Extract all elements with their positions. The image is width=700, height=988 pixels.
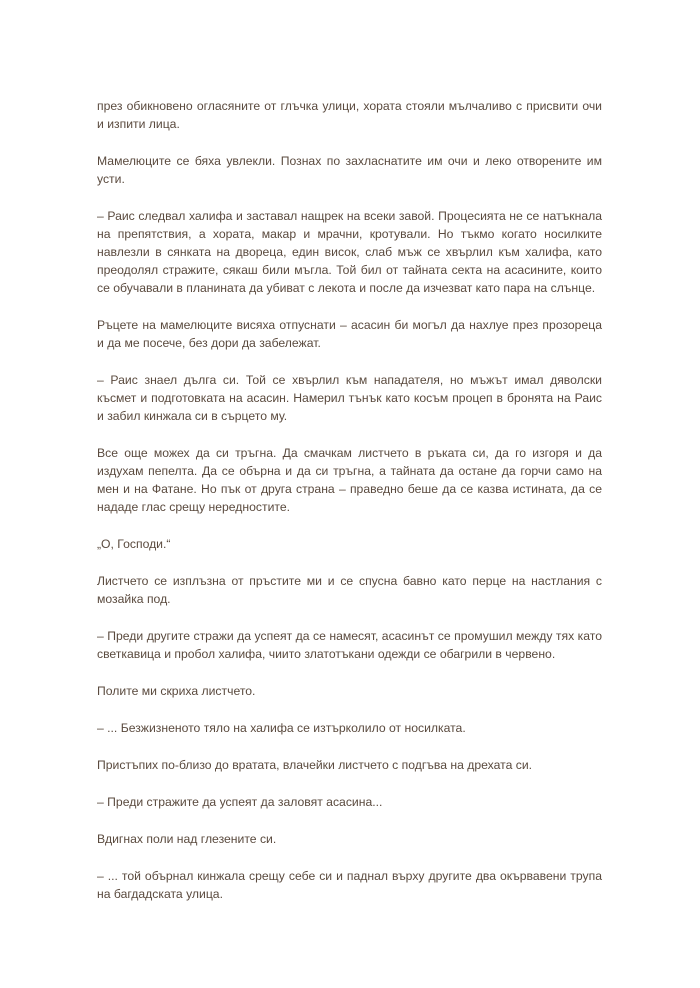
paragraph-1: през обикновено огласяните от глъчка улици, хората стояли мълчаливо с присвити очи и изпити лица. — [97, 99, 602, 131]
paragraph-7: „О, Господи.“ — [97, 537, 171, 551]
paragraph-12: Пристъпих по-близо до вратата, влачейки листчето с подгъва на дрехата си. — [97, 758, 533, 772]
paragraph-11: – ... Безжизненото тяло на халифа се изтърколило от носилката. — [97, 721, 466, 735]
paragraph-4: Ръцете на мамелюците висяха отпуснати – асасин би могъл да нахлуе през прозореца и да ме посече, без дори да забележат. — [97, 318, 602, 350]
page-body — [97, 97, 602, 922]
paragraph-3: – Раис следвал халифа и заставал нащрек на всеки завой. Процесията не се натъкнала на препятствия, а хората, макар и мрачни, кротували. Но тъкмо когато носилките навлезли в сянката на двореца, един висок, слаб мъж се хвърлил към халифа, като преодолял стражите, сякаш били мъгла. Той бил от тайната секта на асасините, които се обучавали в планината да убиват с лекота и после да изчезват като пара на слънце. — [97, 209, 602, 295]
paragraph-13: – Преди стражите да успеят да заловят асасина... — [97, 795, 383, 809]
paragraph-9: – Преди другите стражи да успеят да се намесят, асасинът се промушил между тях като светкавица и пробол халифа, чиито златотъкани одежди се обагрили в червено. — [97, 629, 602, 661]
paragraph-5: – Раис знаел дълга си. Той се хвърлил към нападателя, но мъжът имал дяволски късмет и подготовката на асасин. Намерил тънък като косъм процеп в бронята на Раис и забил кинжала си в сърцето му. — [97, 373, 602, 423]
paragraph-15: – ... той обърнал кинжала срещу себе си и паднал върху другите два окървавени трупа на багдадската улица. — [97, 869, 602, 901]
paragraph-10: Полите ми скриха листчето. — [97, 684, 256, 698]
paragraph-2: Мамелюците се бяха увлекли. Познах по захласнатите им очи и леко отворените им усти. — [97, 154, 602, 186]
paragraph-14: Вдигнах поли над глезените си. — [97, 832, 277, 846]
paragraph-6: Все още можех да си тръгна. Да смачкам листчето в ръката си, да го изгоря и да издухам пепелта. Да се обърна и да си тръгна, а тайната да остане да горчи само на мен и на Фатане. Но пък от друга страна – праведно беше да се казва истината, да се нададе глас срещу нередностите. — [97, 446, 602, 514]
paragraph-8: Листчето се изплъзна от пръстите ми и се спусна бавно като перце на настлания с мозайка под. — [97, 574, 602, 606]
